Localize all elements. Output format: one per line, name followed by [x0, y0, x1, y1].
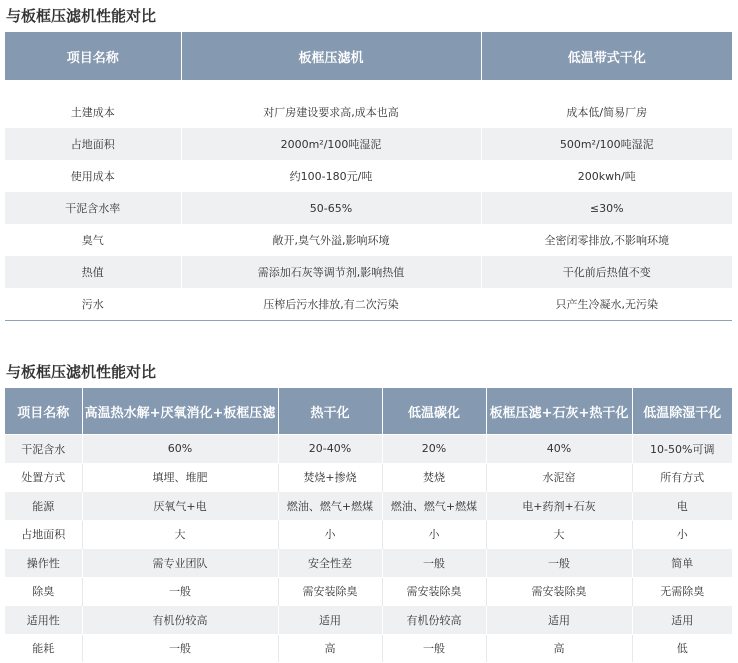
table-row — [5, 606, 732, 635]
table-cell: 填埋、堆肥 — [82, 463, 278, 492]
table-cell: 能耗 — [5, 634, 82, 662]
table-cell: 全密闭零排放,不影响环境 — [481, 224, 732, 256]
table-cell: 压榨后污水排放,有二次污染 — [181, 288, 481, 321]
table-cell: 大 — [82, 520, 278, 549]
table-cell: 50-65% — [181, 192, 481, 224]
table-row — [5, 577, 732, 606]
table-cell: 需专业团队 — [82, 549, 278, 578]
table-row — [5, 463, 732, 492]
header-cell: 板框压滤+石灰+热干化 — [486, 388, 632, 435]
header-cell: 项目名称 — [5, 32, 181, 80]
table-cell: 操作性 — [5, 549, 82, 578]
table-row — [5, 192, 732, 224]
table-row — [5, 256, 732, 288]
table-cell: 有机份较高 — [82, 606, 278, 635]
table-cell: 小 — [382, 520, 486, 549]
spacer-row — [5, 80, 732, 96]
table-cell: 一般 — [82, 634, 278, 662]
table-cell: ≤30% — [481, 192, 732, 224]
table-cell: 厌氧气+电 — [82, 492, 278, 521]
table-cell: 干泥含水率 — [5, 192, 181, 224]
table-cell: 高 — [486, 634, 632, 662]
table-row — [5, 435, 732, 464]
section2-title: 与板框压滤机性能对比 — [6, 363, 157, 381]
table-cell: 简单 — [632, 549, 732, 578]
table-cell: 污水 — [5, 288, 181, 321]
table-cell: 适用 — [486, 606, 632, 635]
table-cell: 小 — [278, 520, 382, 549]
table-cell: 2000m²/100吨湿泥 — [181, 128, 481, 160]
table-header-row — [5, 388, 732, 435]
table-cell: 大 — [486, 520, 632, 549]
table-row — [5, 224, 732, 256]
table-cell: 燃油、燃气+燃煤 — [278, 492, 382, 521]
table-cell: 一般 — [382, 634, 486, 662]
table-row — [5, 634, 732, 662]
table-row — [5, 96, 732, 128]
table-cell: 无需除臭 — [632, 577, 732, 606]
table-cell: 需安装除臭 — [382, 577, 486, 606]
table-cell: 需添加石灰等调节剂,影响热值 — [181, 256, 481, 288]
table-cell: 对厂房建设要求高,成本也高 — [181, 96, 481, 128]
table-cell: 适用 — [278, 606, 382, 635]
table-cell: 臭气 — [5, 224, 181, 256]
table-row — [5, 492, 732, 521]
table-cell: 水泥窑 — [486, 463, 632, 492]
table-cell: 一般 — [82, 577, 278, 606]
table-row — [5, 128, 732, 160]
table-cell: 约100-180元/吨 — [181, 160, 481, 192]
table-cell: 使用成本 — [5, 160, 181, 192]
table-row — [5, 520, 732, 549]
table-cell: 能源 — [5, 492, 82, 521]
table-cell: 20% — [382, 435, 486, 464]
header-cell: 低温带式干化 — [481, 32, 732, 80]
table-cell: 电+药剂+石灰 — [486, 492, 632, 521]
table-cell: 成本低/简易厂房 — [481, 96, 732, 128]
header-cell: 项目名称 — [5, 388, 82, 435]
table-cell: 适用 — [632, 606, 732, 635]
table-cell: 干泥含水 — [5, 435, 82, 464]
table-cell: 10-50%可调 — [632, 435, 732, 464]
table-cell: 焚烧+掺烧 — [278, 463, 382, 492]
table-cell: 有机份较高 — [382, 606, 486, 635]
table-cell: 一般 — [486, 549, 632, 578]
header-cell: 高温热水解+厌氧消化+板框压滤 — [82, 388, 278, 435]
header-cell: 板框压滤机 — [181, 32, 481, 80]
table-cell: 电 — [632, 492, 732, 521]
table-cell: 20-40% — [278, 435, 382, 464]
table-cell: 占地面积 — [5, 128, 181, 160]
table-cell: 焚烧 — [382, 463, 486, 492]
table-row — [5, 549, 732, 578]
header-cell: 热干化 — [278, 388, 382, 435]
table-cell: 60% — [82, 435, 278, 464]
table-cell: 200kwh/吨 — [481, 160, 732, 192]
table-cell: 高 — [278, 634, 382, 662]
table-cell: 需安装除臭 — [486, 577, 632, 606]
table-cell: 需安装除臭 — [278, 577, 382, 606]
table-cell: 热值 — [5, 256, 181, 288]
table-cell: 燃油、燃气+燃煤 — [382, 492, 486, 521]
table-cell: 40% — [486, 435, 632, 464]
comparison-table-2 — [5, 388, 732, 662]
table-cell: 低 — [632, 634, 732, 662]
table-cell: 土建成本 — [5, 96, 181, 128]
table-cell: 只产生冷凝水,无污染 — [481, 288, 732, 321]
header-cell: 低温碳化 — [382, 388, 486, 435]
table-cell: 500m²/100吨湿泥 — [481, 128, 732, 160]
table-cell: 敞开,臭气外溢,影响环境 — [181, 224, 481, 256]
table-cell: 干化前后热值不变 — [481, 256, 732, 288]
table-cell: 占地面积 — [5, 520, 82, 549]
table-cell: 小 — [632, 520, 732, 549]
table-cell: 安全性差 — [278, 549, 382, 578]
table-cell: 除臭 — [5, 577, 82, 606]
table-cell: 所有方式 — [632, 463, 732, 492]
table-row — [5, 288, 732, 321]
table-cell: 适用性 — [5, 606, 82, 635]
comparison-table-1 — [5, 32, 732, 321]
table-cell: 处置方式 — [5, 463, 82, 492]
table-cell: 一般 — [382, 549, 486, 578]
table-row — [5, 160, 732, 192]
header-cell: 低温除湿干化 — [632, 388, 732, 435]
section1-title: 与板框压滤机性能对比 — [6, 7, 157, 25]
table-header-row — [5, 32, 732, 80]
